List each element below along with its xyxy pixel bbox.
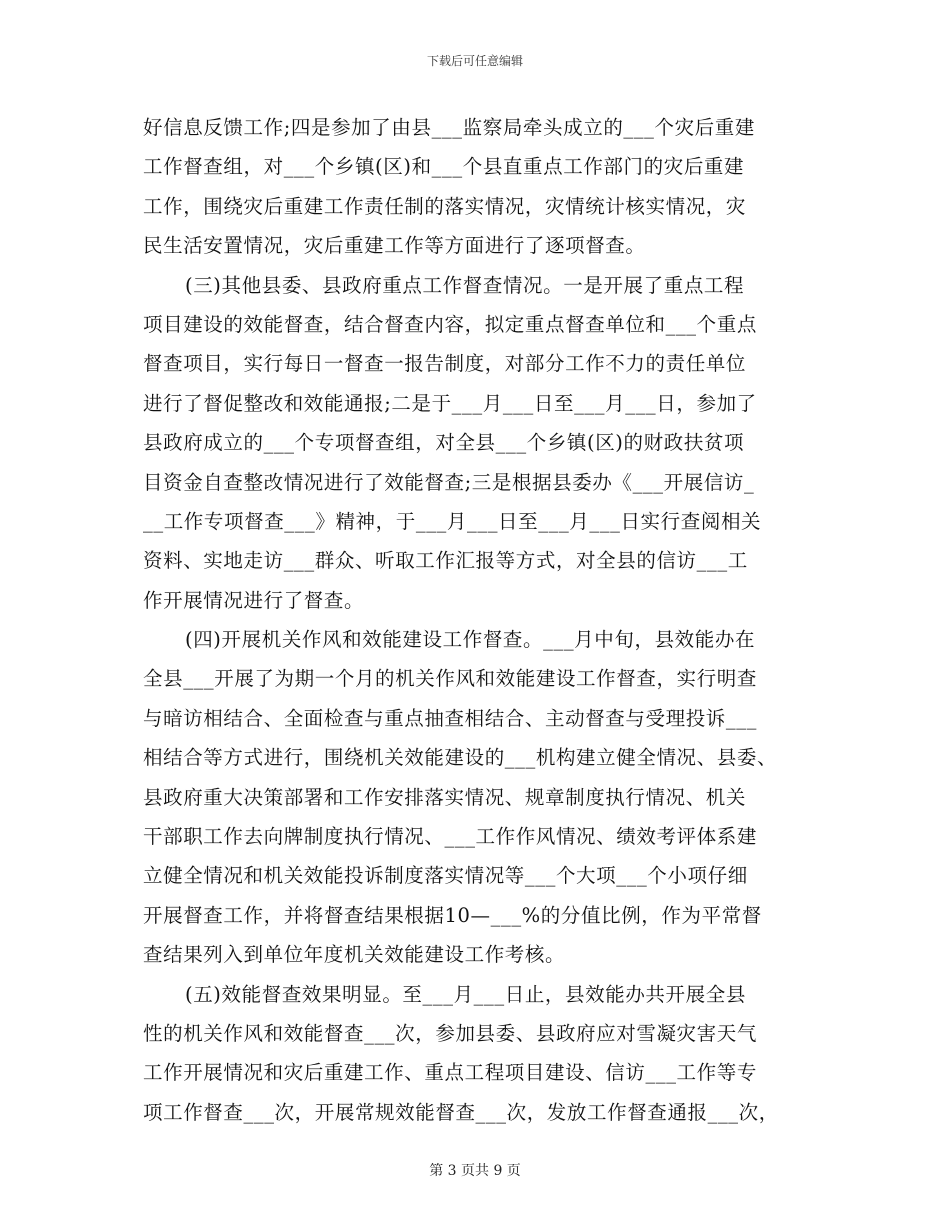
text-line: 项目建设的效能督查，结合督查内容，拟定重点督查单位和___个重点 bbox=[143, 312, 757, 336]
text-line: 工作，围绕灾后重建工作责任制的落实情况，灾情统计核实情况，灾 bbox=[143, 194, 747, 218]
text-line: 县政府成立的___个专项督查组，对全县___个乡镇(区)的财政扶贫项 bbox=[143, 431, 745, 455]
text-line: 进行了督促整改和效能通报;二是于___月___日至___月___日，参加了 bbox=[143, 391, 757, 415]
text-line: 查结果列入到单位年度机关效能建设工作考核。 bbox=[143, 943, 566, 967]
text-line: 工作督查组，对___个乡镇(区)和___个县直重点工作部门的灾后重建 bbox=[143, 155, 745, 179]
text-line: 目资金自查整改情况进行了效能督查;三是根据县委办《___开展信访_ bbox=[143, 470, 755, 494]
text-line: 立健全情况和机关效能投诉制度落实情况等___个大项___个小项仔细 bbox=[143, 864, 748, 888]
text-line: 开展督查工作，并将督查结果根据10—___%的分值比例，作为平常督 bbox=[143, 903, 762, 927]
page-header: 下载后可任意编辑 bbox=[426, 54, 523, 68]
text-line: 与暗访相结合、全面检查与重点抽查相结合、主动督查与受理投诉___ bbox=[143, 706, 757, 730]
paragraph-start-line: (四)开展机关作风和效能建设工作督查。___月中旬，县效能办在 bbox=[185, 628, 756, 652]
text-line: __工作专项督查___》精神，于___月___日至___月___日实行查阅相关 bbox=[143, 509, 762, 533]
text-line: 督查项目，实行每日一督查一报告制度，对部分工作不力的责任单位 bbox=[143, 352, 747, 376]
text-line: 性的机关作风和效能督查___次，参加县委、县政府应对雪凝灾害天气 bbox=[143, 1021, 757, 1045]
text-line: 工作开展情况和灾后重建工作、重点工程项目建设、信访___工作等专 bbox=[143, 1061, 757, 1085]
paragraph-start-line: (三)其他县委、县政府重点工作督查情况。一是开展了重点工程 bbox=[185, 273, 745, 297]
document-body bbox=[143, 108, 813, 1132]
text-line: 项工作督查___次，开展常规效能督查___次，发放工作督查通报___次， bbox=[143, 1100, 779, 1124]
text-line: 干部职工作去向牌制度执行情况、___工作作风情况、绩效考评体系建 bbox=[143, 825, 757, 849]
text-line: 全县___开展了为期一个月的机关作风和效能建设工作督查，实行明查 bbox=[143, 667, 757, 691]
text-line: 资料、实地走访___群众、听取工作汇报等方式，对全县的信访___工 bbox=[143, 549, 748, 573]
text-line: 相结合等方式进行，围绕机关效能建设的___机构建立健全情况、县委、 bbox=[143, 746, 778, 770]
text-line: 县政府重大决策部署和工作安排落实情况、规章制度执行情况、机关 bbox=[143, 785, 747, 809]
text-line: 好信息反馈工作;四是参加了由县___监察局牵头成立的___个灾后重建 bbox=[143, 116, 755, 139]
text-line: 民生活安置情况，灾后重建工作等方面进行了逐项督查。 bbox=[143, 234, 646, 258]
paragraph-start-line: (五)效能督查效果明显。至___月___日止，县效能办共开展全县 bbox=[185, 982, 746, 1006]
page-number-footer: 第 3 页共 9 页 bbox=[429, 1163, 521, 1179]
text-line: 作开展情况进行了督查。 bbox=[143, 588, 365, 612]
